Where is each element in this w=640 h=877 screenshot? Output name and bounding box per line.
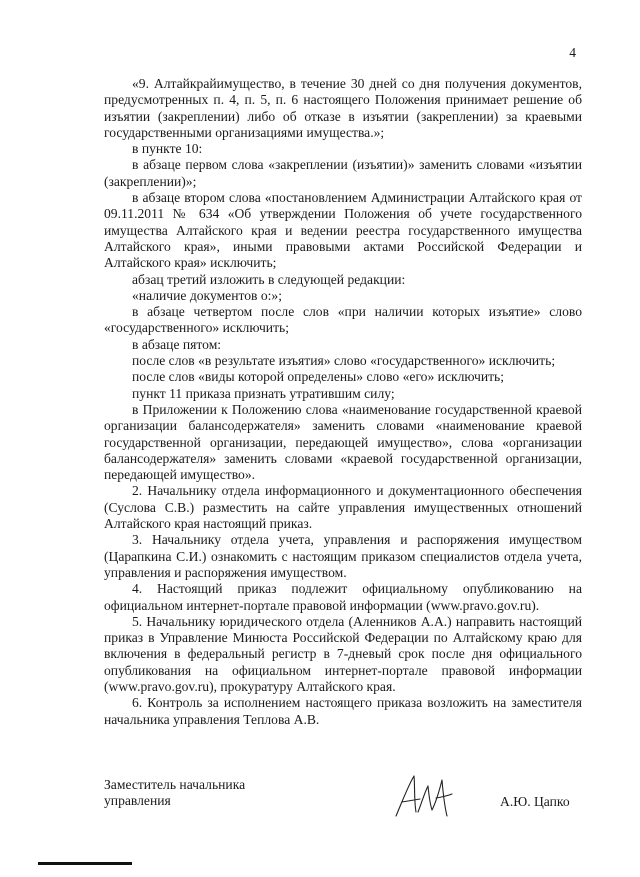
paragraph-point-10-intro: в пункте 10:: [132, 141, 203, 157]
paragraph-point-11: пункт 11 приказа признать утратившим силу;: [132, 385, 395, 401]
paragraph-second-abzac: в абзаце втором слова «постановлением Администрации Алтайского края от 09.11.2011 № 634 «Об утверждении Положения об учете государственного имущества Алтайского края и ведении реестра государственного имущества Алтайского края», иными правовыми актами Российской Федерации и Алтайского края» исключить;: [104, 190, 582, 271]
paragraph-third-abzac-text: «наличие документов о:»;: [132, 287, 283, 303]
document-body: [104, 76, 582, 728]
paragraph-item-2: 2. Начальнику отдела информационного и документационного обеспечения (Суслова С.В.) разместить на сайте управления имущественных отношений Алтайского края настоящий приказ.: [104, 483, 582, 532]
paragraph-item-4: 4. Настоящий приказ подлежит официальному опубликованию на официальном интернет-портале правовой информации (www.pravo.gov.ru).: [104, 581, 582, 613]
paragraph-item-9-text: «9. Алтайкрайимущество, в течение 30 дней со дня получения документов, предусмотренных п. 4, п. 5, п. 6 настоящего Положения принимает решение об изъятии (закреплении) либо об отказе в изъятии (закреплении) за краевыми государственными организациями имущества.»;: [104, 76, 582, 140]
signer-position-line2: управления: [104, 793, 171, 809]
paragraph-appendix: в Приложении к Положению слова «наименование государственной краевой организации балансодержателя» заменить словами «наименование краевой государственной организации, передающей имущество», слова «организации балансодержателя» заменить словами «краевой государственной организации, передающей имущество».: [104, 401, 582, 483]
paragraph-item-6: 6. Контроль за исполнением настоящего приказа возложить на заместителя начальника управления Теплова А.В.: [104, 695, 582, 727]
signer-name: А.Ю. Цапко: [500, 794, 570, 809]
paragraph-item-5: 5. Начальнику юридического отдела (Аленников А.А.) направить настоящий приказ в Управление Минюста Российской Федерации по Алтайскому краю для включения в федеральный регистр в 7-дневый срок после дня официального опубликования на официальном интернет-портале правовой информации (www.pravo.gov.ru), прокуратуру Алтайского края.: [104, 613, 582, 694]
signer-position: [104, 777, 245, 810]
handwritten-signature: [392, 772, 454, 822]
paragraph-fifth-abzac-b: после слов «виды которой определены» слово «его» исключить;: [132, 369, 505, 385]
paragraph-fifth-abzac-a: после слов «в результате изъятия» слово «государственного» исключить;: [132, 353, 556, 369]
paragraph-item-3: 3. Начальнику отдела учета, управления и распоряжения имуществом (Царапкина С.И.) ознакомить с настоящим приказом специалистов отдела учета, управления и распоряжения имуществом.: [104, 532, 582, 580]
paragraph-fifth-abzac: в абзаце пятом:: [132, 336, 222, 352]
paragraph-third-abzac: абзац третий изложить в следующей редакции:: [132, 271, 406, 287]
page-number: 4: [569, 45, 576, 60]
paragraph-fourth-abzac: в абзаце четвертом после слов «при наличии которых изъятие» слово «государственного» исключить;: [104, 304, 582, 336]
signer-position-line1: Заместитель начальника: [104, 777, 246, 792]
bottom-edge-mark: [38, 862, 132, 865]
paragraph-first-abzac: в абзаце первом слова «закреплении (изъятии)» заменить словами «изъятии (закреплении)»;: [104, 157, 582, 189]
